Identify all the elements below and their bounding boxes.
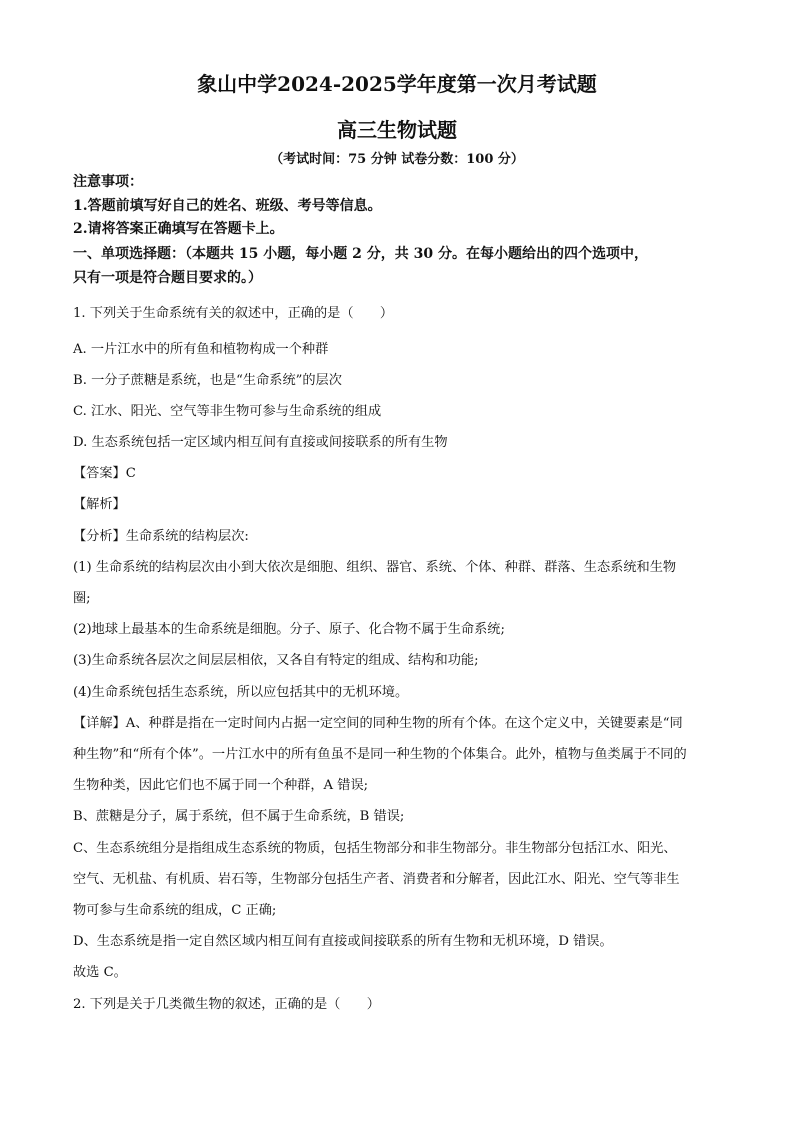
answer-label: 【答案】C: [73, 466, 136, 481]
section-heading-line2: 只有一项是符合题目要求的。）: [73, 270, 262, 286]
detail-line: B、蔗糖是分子，属于系统，但不属于生命系统，B 错误;: [73, 809, 405, 824]
detail-line: 空气、无机盐、有机质、岩石等，生物部分包括生产者、消费者和分解者，因此江水、阳光、空气等非生: [73, 872, 680, 887]
detail-line: C、生态系统组分是指组成生态系统的物质，包括生物部分和非生物部分。非生物部分包括江水、阳光、: [73, 841, 677, 856]
notes-heading: 注意事项：: [73, 174, 143, 190]
question-1-option-a: A. 一片江水中的所有鱼和植物构成一个种群: [73, 342, 329, 357]
exam-info: （考试时间：75 分钟 试卷分数：100 分）: [270, 152, 524, 167]
exam-title: 象山中学2024-2025学年度第一次月考试题: [197, 72, 597, 96]
analysis-point: 圈;: [73, 591, 91, 606]
question-1-stem: 1. 下列关于生命系统有关的叙述中，正确的是（ ）: [73, 306, 394, 321]
analysis-point: (4)生命系统包括生态系统，所以应包括其中的无机环境。: [73, 685, 409, 700]
detail-line: 种生物”和“所有个体”。一片江水中的所有鱼虽不是同一种生物的个体集合。此外，植物与鱼类属于不同的: [73, 747, 687, 762]
question-1-option-c: C. 江水、阳光、空气等非生物可参与生命系统的组成: [73, 404, 382, 419]
analysis-point: (1) 生命系统的结构层次由小到大依次是细胞、组织、器官、系统、个体、种群、群落、生态系统和生物: [73, 560, 677, 575]
analysis-point: (2)地球上最基本的生命系统是细胞。分子、原子、化合物不属于生命系统;: [73, 622, 505, 637]
analysis-point: (3)生命系统各层次之间层层相依，又各自有特定的组成、结构和功能;: [73, 653, 479, 668]
detail-line: D、生态系统是指一定自然区域内相互间有直接或间接联系的所有生物和无机环境，D 错误。: [73, 934, 613, 949]
question-1-option-b: B. 一分子蔗糖是系统，也是“生命系统”的层次: [73, 373, 342, 388]
exam-subtitle: 高三生物试题: [337, 118, 457, 142]
note-item-1: 1.答题前填写好自己的姓名、班级、考号等信息。: [73, 198, 382, 214]
detail-line: 【详解】A、种群是指在一定时间内占据一定空间的同种生物的所有个体。在这个定义中，关键要素是“同: [73, 716, 683, 731]
note-item-2: 2.请将答案正确填写在答题卡上。: [73, 221, 284, 237]
analysis-label: 【解析】: [73, 497, 126, 512]
detail-line: 故选 C。: [73, 965, 127, 980]
detail-line: 生物种类，因此它们也不属于同一个种群，A 错误;: [73, 778, 369, 793]
question-1-option-d: D. 生态系统包括一定区域内相互间有直接或间接联系的所有生物: [73, 435, 448, 450]
question-2-stem: 2. 下列是关于几类微生物的叙述，正确的是（ ）: [73, 997, 380, 1012]
analysis-intro: 【分析】生命系统的结构层次:: [73, 529, 249, 544]
section-heading-line1: 一、单项选择题：（本题共 15 小题，每小题 2 分，共 30 分。在每小题给出的四个选项中，: [73, 246, 648, 262]
detail-line: 物可参与生命系统的组成，C 正确;: [73, 903, 277, 918]
